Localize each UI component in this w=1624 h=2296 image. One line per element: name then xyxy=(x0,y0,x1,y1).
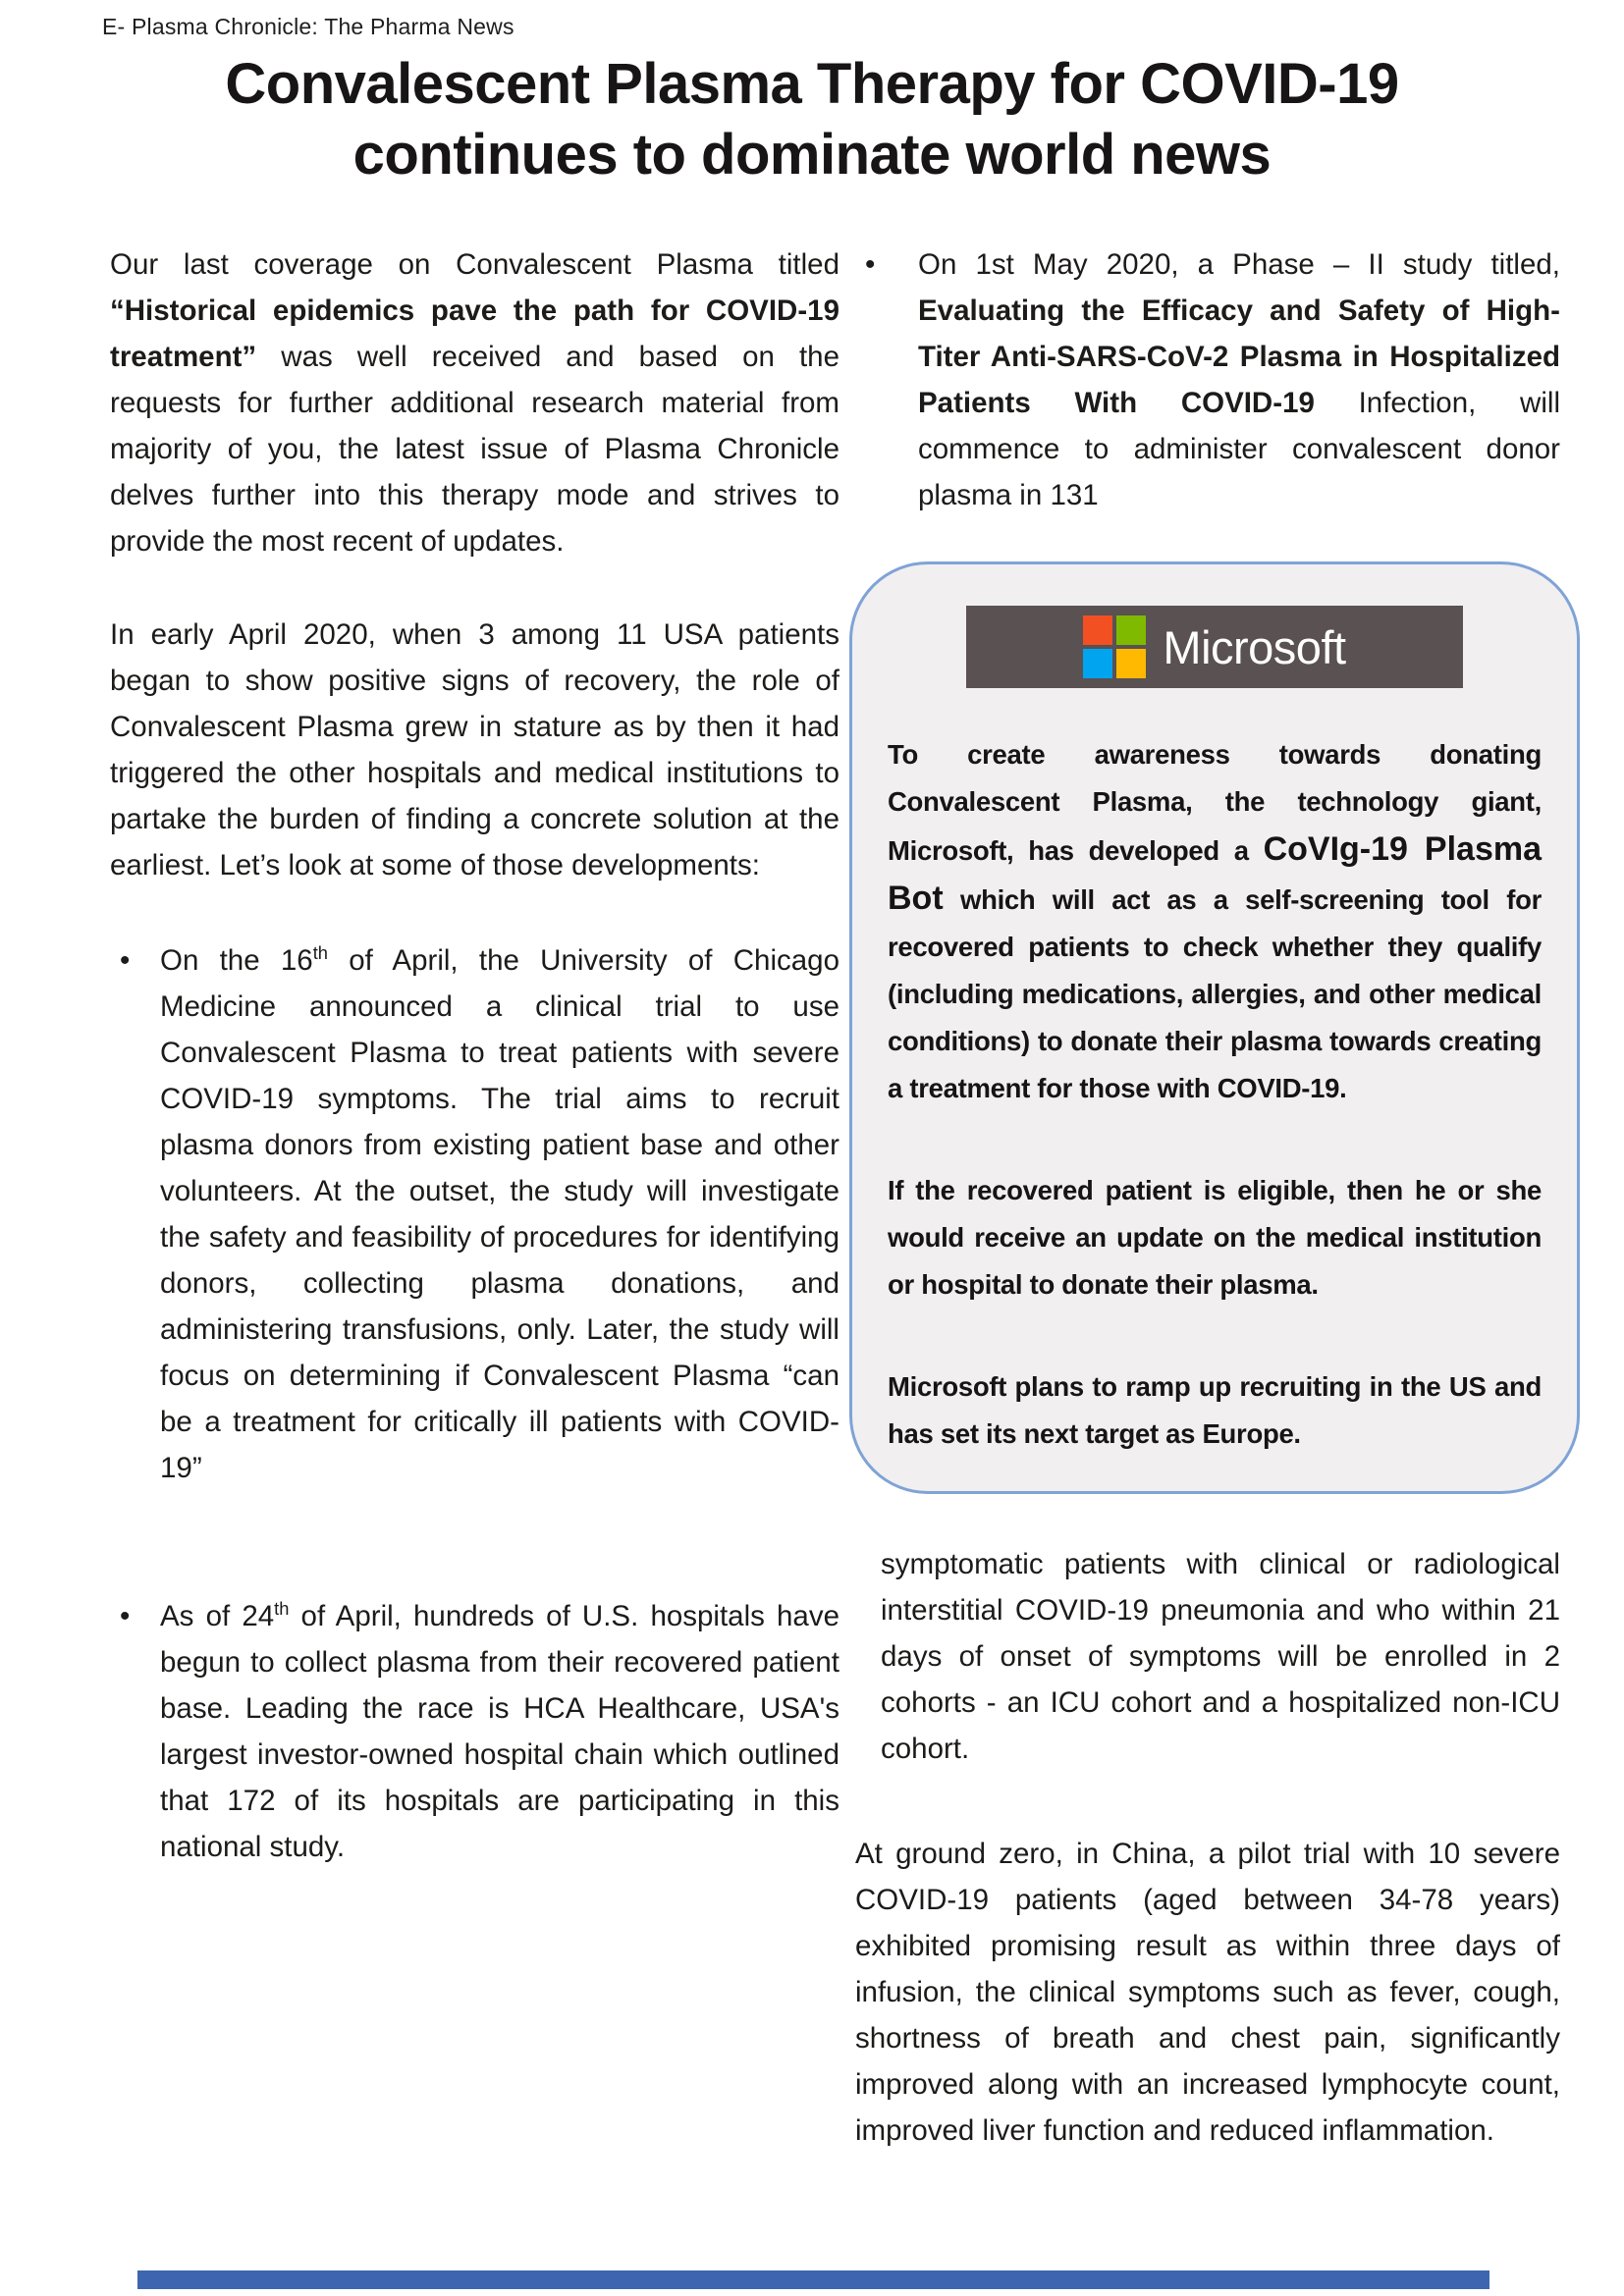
infobox-p1-pre: To create awareness towards donating Convalescent Plasma, the technology giant, Microsoft, has developed a xyxy=(888,739,1542,866)
bullet-phase2-study xyxy=(849,241,1560,518)
china-trial-paragraph: At ground zero, in China, a pilot trial with 10 severe COVID-19 patients (aged between 34-78 years) exhibited promising result as within three days of infusion, the clinical symptoms such as fever, cough, shortness of breath and chest pain, significantly improved along with an increased lymphocyte count, improved liver function and reduced inflammation. xyxy=(855,1838,1560,2147)
phase2-continuation-paragraph: symptomatic patients with clinical or radiological interstitial COVID-19 pneumonia and who within 21 days of onset of symptoms will be enrolled in 2 cohorts - an ICU cohort and a hospitalized non-ICU cohort. xyxy=(881,1548,1560,1765)
logo-square-blue xyxy=(1083,649,1112,678)
microsoft-wordmark: Microsoft xyxy=(1163,620,1346,673)
page-title xyxy=(0,49,1624,190)
logo-square-yellow xyxy=(1116,649,1146,678)
microsoft-logo-banner xyxy=(966,606,1463,688)
bullet-marker: • xyxy=(865,248,876,281)
right-column xyxy=(849,241,1560,2154)
bullet-us-hospitals-text xyxy=(160,1593,839,1870)
masthead-text: E- Plasma Chronicle: The Pharma News xyxy=(102,14,514,39)
page-title-line2: continues to dominate world news xyxy=(352,123,1272,187)
bullet-chicago-trial xyxy=(110,937,839,1491)
covig19-plasma-bot-name: CoVIg-19 Plasma Bot xyxy=(888,830,1542,917)
microsoft-infobox xyxy=(849,561,1580,1494)
ordinal-suffix: th xyxy=(312,942,328,964)
phase2-continued: Infection, will commence to administer convalescent donor plasma in 131 xyxy=(918,387,1561,511)
ordinal-suffix: th xyxy=(274,1598,290,1620)
footer-rule xyxy=(137,2270,1489,2289)
phase2-intro: On 1st May 2020, a Phase – II study titled, xyxy=(918,248,1560,281)
logo-square-green xyxy=(1116,615,1146,645)
microsoft-window-icon xyxy=(1083,615,1146,678)
intro-paragraph-text: Our last coverage on Convalescent Plasma titled xyxy=(110,248,839,281)
infobox-paragraph-bot xyxy=(888,731,1542,1112)
bullet-us-hospitals xyxy=(110,1593,839,1870)
bullet2-body: of April, hundreds of U.S. hospitals have begun to collect plasma from their recovered patient base. Leading the race is HCA Healthcare, USA's largest investor-owned hospital chain which outlined that 172 of its hospitals are participating in this national study. xyxy=(160,1600,839,1863)
april-recovery-paragraph: In early April 2020, when 3 among 11 USA patients began to show positive signs of recovery, the role of Convalescent Plasma grew in stature as by then it had triggered the other hospitals and medical institutions to partake the burden of finding a concrete solution at the earliest. Let’s look at some of those developments: xyxy=(110,618,839,881)
infobox-paragraph-eligibility: If the recovered patient is eligible, then he or she would receive an update on the medical institution or hospital to donate their plasma. xyxy=(888,1175,1542,1300)
intro-paragraph xyxy=(110,241,839,564)
bullet2-date: As of 24 xyxy=(160,1600,275,1632)
bullet-marker: • xyxy=(120,1600,131,1632)
left-column xyxy=(110,241,839,1870)
bullet-chicago-trial-text xyxy=(160,937,839,1491)
infobox-paragraph-recruiting: Microsoft plans to ramp up recruiting in the US and has set its next target as Europe. xyxy=(888,1371,1542,1449)
bullet1-date: On the 16 xyxy=(160,944,313,977)
phase2-study-title: Evaluating the Efficacy and Safety of High-Titer Anti-SARS-CoV-2 Plasma in Hospitalized Patients With COVID-19 xyxy=(918,294,1560,419)
page-title-line1: Convalescent Plasma Therapy for COVID-19 xyxy=(225,52,1399,116)
bullet-phase2-study-text xyxy=(918,241,1560,518)
bullet-marker: • xyxy=(120,944,131,977)
infobox-p1-post: which will act as a self-screening tool for recovered patients to check whether they qualify (including medications, allergies, and other medical conditions) to donate their plasma towards creating a treatment for those with COVID-19. xyxy=(888,884,1542,1103)
bullet1-body: of April, the University of Chicago Medicine announced a clinical trial to use Convalescent Plasma to treat patients with severe COVID-19 symptoms. The trial aims to recruit plasma donors from existing patient base and other volunteers. At the outset, the study will investigate the safety and feasibility of procedures for identifying donors, collecting plasma donations, and administering transfusions, only. Later, the study will focus on determining if Convalescent Plasma “can be a treatment for critically ill patients with COVID-19” xyxy=(160,944,839,1484)
intro-paragraph-continued: was well received and based on the requests for further additional research material from majority of you, the latest issue of Plasma Chronicle delves further into this therapy mode and strives to provide the most recent of updates. xyxy=(110,341,839,558)
logo-square-red xyxy=(1083,615,1112,645)
previous-article-title: “Historical epidemics pave the path for COVID-19 treatment” xyxy=(110,294,839,373)
